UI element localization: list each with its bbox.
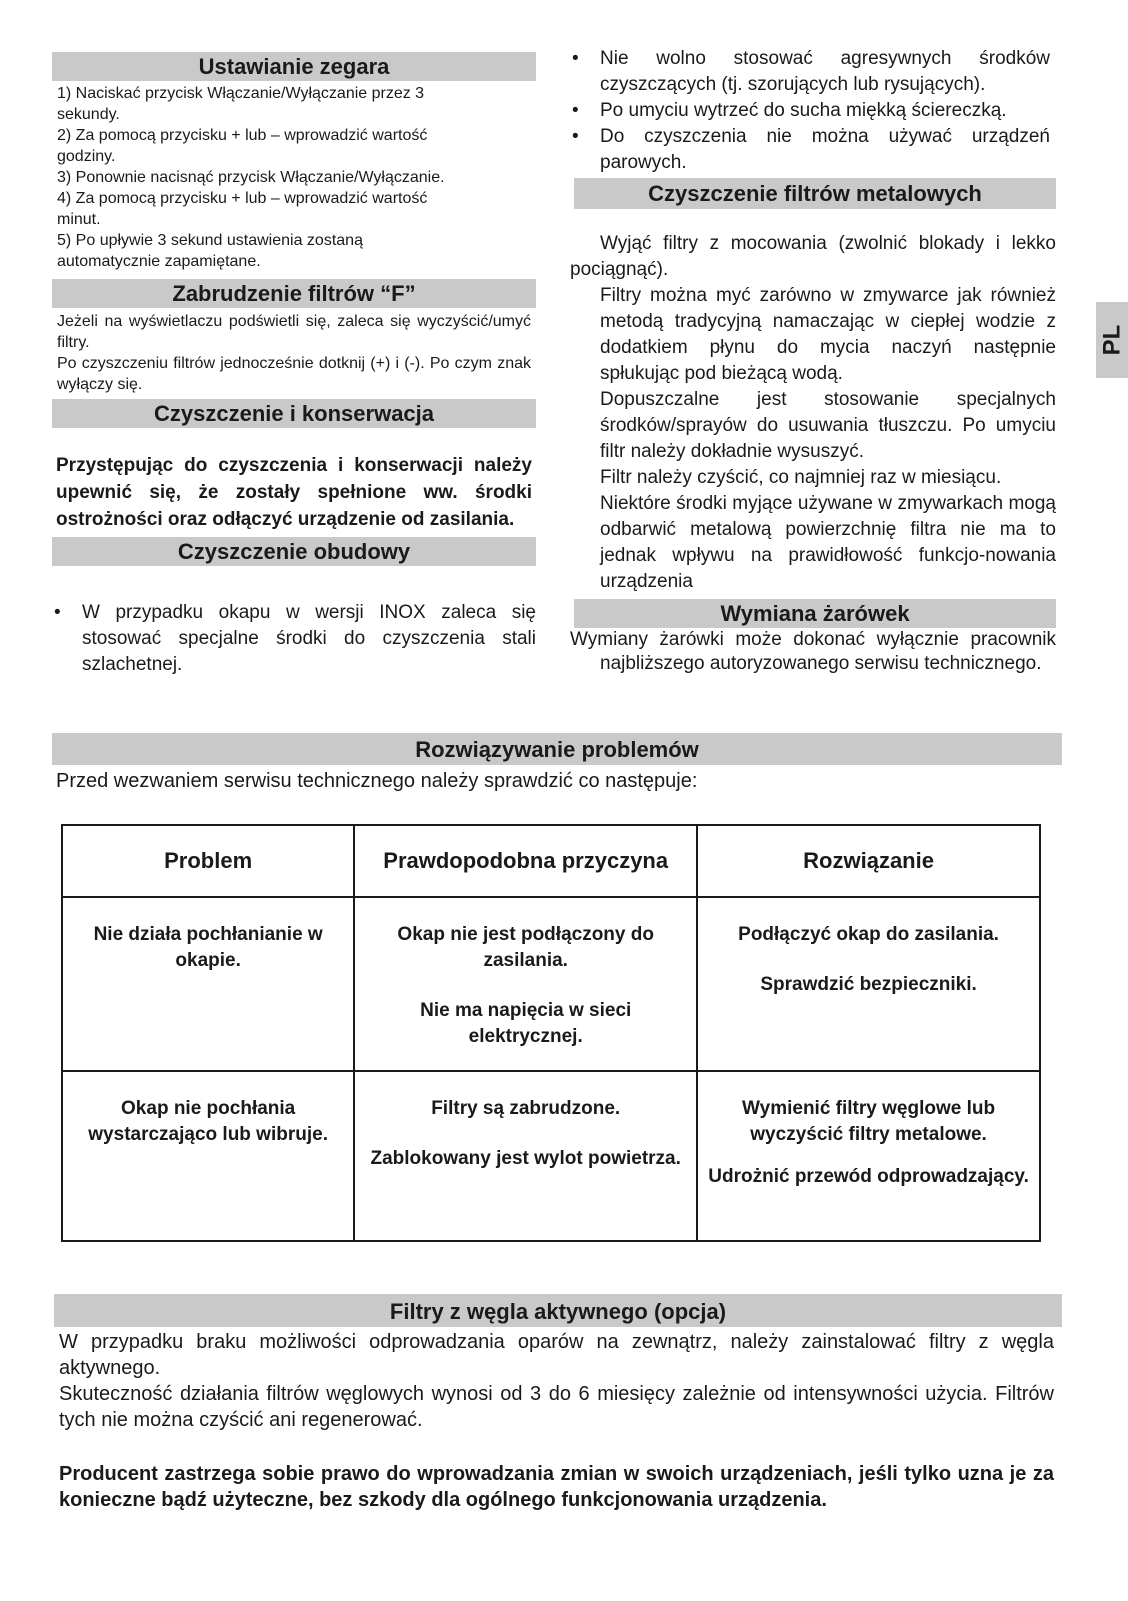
list-item: • Nie wolno stosować agresywnych środków czyszczących (tj. szorujących lub rysujących). bbox=[570, 46, 1050, 98]
section-header-troubleshooting: Rozwiązywanie problemów bbox=[52, 733, 1062, 765]
column-header: Rozwiązanie bbox=[697, 825, 1040, 897]
problem-text: Okap nie pochłania wystarczająco lub wibruje. bbox=[88, 1098, 328, 1145]
list-item: • Po umyciu wytrzeć do sucha miękką ściereczką. bbox=[570, 98, 1050, 124]
cause-text: Nie ma napięcia w sieci elektrycznej. bbox=[420, 1000, 632, 1047]
bulb-text: Wymiany żarówki może dokonać wyłącznie pracownik najbliższego autoryzowanego serwisu technicznego. bbox=[570, 629, 1056, 674]
right-column bbox=[570, 46, 1056, 676]
table-header-row bbox=[62, 825, 1040, 897]
section-header-clock: Ustawianie zegara bbox=[52, 52, 536, 81]
table-row bbox=[62, 897, 1040, 1071]
metal-filters-paragraph: Filtry można myć zarówno w zmywarce jak również metodą tradycyjną namaczając w ciepłej wodzie z dodatkiem płynu do mycia naczyń następnie spłukując pod bieżącą wodą. bbox=[600, 285, 1056, 384]
section-header-filter-dirty: Zabrudzenie filtrów “F” bbox=[52, 279, 536, 308]
section-header-cleaning: Czyszczenie i konserwacja bbox=[52, 399, 536, 428]
manufacturer-notice: Producent zastrzega sobie prawo do wprowadzania zmian w swoich urządzeniach, jeśli tylko uzna je za konieczne bądź użyteczne, bez szkody dla ogólnego funkcjonowania urządzenia. bbox=[59, 1463, 1054, 1511]
clock-line: 1) Naciskać przycisk Włączanie/Wyłączanie przez 3 bbox=[57, 85, 425, 102]
metal-filters-paragraph: Dopuszczalne jest stosowanie specjalnych środków/sprayów do usuwania tłuszczu. Po umyciu filtr należy dokładnie wysuszyć. bbox=[600, 389, 1056, 462]
language-tab bbox=[1096, 302, 1128, 378]
filter-dirty-paragraph: Po czyszczeniu filtrów jednocześnie dotknij (+) i (-). Po czym znak wyłączy się. bbox=[57, 355, 531, 393]
carbon-paragraph: W przypadku braku możliwości odprowadzania oparów na zewnątrz, należy zainstalować filtry z węgla aktywnego. bbox=[59, 1331, 1054, 1379]
cleaning-bullets bbox=[570, 46, 1056, 176]
cause-text: Zablokowany jest wylot powietrza. bbox=[370, 1148, 681, 1169]
list-item: • Do czyszczenia nie można używać urządzeń parowych. bbox=[570, 124, 1050, 176]
solution-text: Wymienić filtry węglowe lub wyczyścić filtry metalowe. bbox=[742, 1098, 996, 1145]
clock-line: godziny. bbox=[57, 148, 116, 165]
section-header-housing: Czyszczenie obudowy bbox=[52, 537, 536, 566]
problem-cell bbox=[62, 1071, 354, 1241]
left-column bbox=[52, 52, 536, 678]
clock-line: automatycznie zapamiętane. bbox=[57, 253, 261, 270]
cause-text: Okap nie jest podłączony do zasilania. bbox=[397, 924, 654, 971]
section-header-bulbs: Wymiana żarówek bbox=[574, 599, 1056, 628]
troubleshooting-intro: Przed wezwaniem serwisu technicznego należy sprawdzić co następuje: bbox=[56, 770, 698, 792]
table-row bbox=[62, 1071, 1040, 1241]
section-header-carbon-filters: Filtry z węgla aktywnego (opcja) bbox=[54, 1294, 1062, 1327]
section-header-metal-filters: Czyszczenie filtrów metalowych bbox=[574, 178, 1056, 209]
metal-filters-paragraph: Wyjąć filtry z mocowania (zwolnić blokady i lekko pociągnąć). bbox=[570, 233, 1056, 280]
language-tab-label: PL bbox=[1097, 324, 1125, 356]
clock-line: 4) Za pomocą przycisku + lub – wprowadzić wartość bbox=[57, 190, 428, 207]
solution-cell bbox=[697, 1071, 1040, 1241]
metal-filters-paragraph: Niektóre środki myjące używane w zmywarkach mogą odbarwić metalową powierzchnię filtra nie ma to jednak wpływu na prawidłowość funkcjo-nowania urządzenia bbox=[600, 493, 1056, 592]
cleaning-warning: Przystępując do czyszczenia i konserwacji należy upewnić się, że zostały spełnione ww. środki ostrożności oraz odłączyć urządzenie od zasilania. bbox=[56, 455, 532, 530]
clock-line: sekundy. bbox=[57, 106, 120, 123]
cause-text: Filtry są zabrudzone. bbox=[431, 1098, 621, 1119]
clock-line: 3) Ponownie nacisnąć przycisk Włączanie/Wyłączanie. bbox=[57, 169, 445, 186]
column-header: Problem bbox=[62, 825, 354, 897]
housing-list bbox=[52, 600, 536, 678]
clock-instructions bbox=[52, 83, 536, 272]
clock-line: minut. bbox=[57, 211, 101, 228]
cause-cell bbox=[354, 1071, 697, 1241]
metal-filters-paragraph: Filtr należy czyścić, co najmniej raz w miesiącu. bbox=[600, 467, 1002, 488]
problem-cell bbox=[62, 897, 354, 1071]
column-header: Prawdopodobna przyczyna bbox=[354, 825, 697, 897]
clock-line: 5) Po upływie 3 sekund ustawienia zostaną bbox=[57, 232, 363, 249]
solution-text: Udrożnić przewód odprowadzający. bbox=[708, 1166, 1029, 1187]
list-item: • W przypadku okapu w wersji INOX zaleca się stosować specjalne środki do czyszczenia stali szlachetnej. bbox=[52, 600, 536, 678]
filter-dirty-paragraph: Jeżeli na wyświetlaczu podświetli się, zaleca się wyczyścić/umyć filtry. bbox=[57, 313, 531, 351]
cause-cell bbox=[354, 897, 697, 1071]
solution-text: Sprawdzić bezpieczniki. bbox=[760, 974, 977, 995]
filter-dirty-text bbox=[52, 311, 536, 395]
carbon-filters-text bbox=[59, 1329, 1054, 1513]
solution-cell bbox=[697, 897, 1040, 1071]
solution-text: Podłączyć okap do zasilania. bbox=[738, 924, 999, 945]
carbon-paragraph: Skuteczność działania filtrów węglowych wynosi od 3 do 6 miesięcy zależnie od intensywności użycia. Filtrów tych nie można czyścić ani regenerować. bbox=[59, 1383, 1054, 1431]
troubleshooting-table bbox=[61, 824, 1041, 1242]
problem-text: Nie działa pochłanianie w okapie. bbox=[93, 924, 323, 971]
clock-line: 2) Za pomocą przycisku + lub – wprowadzić wartość bbox=[57, 127, 428, 144]
